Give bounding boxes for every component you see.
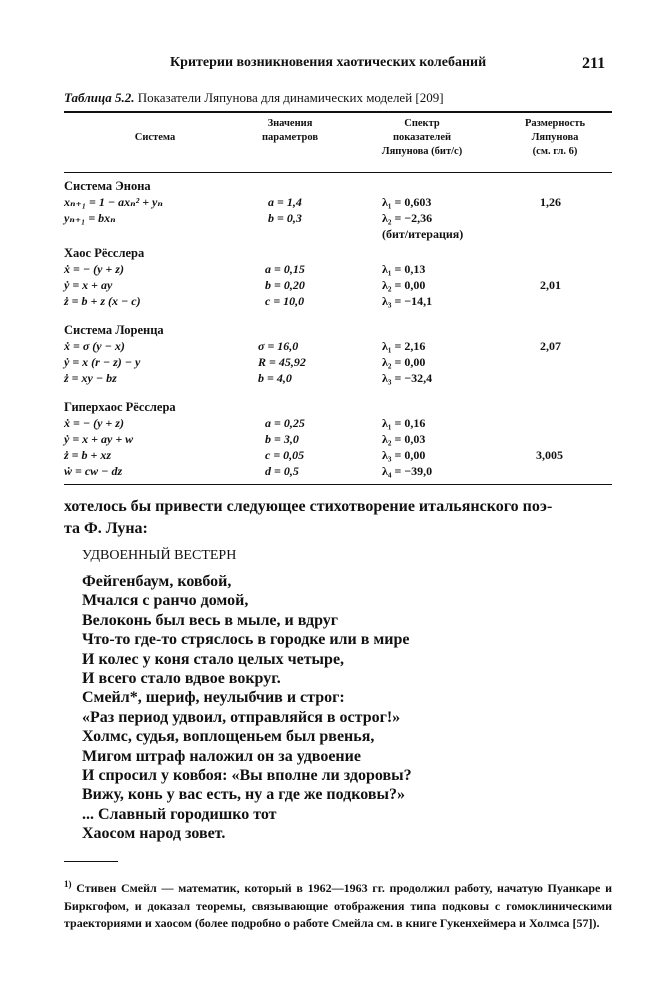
dimension-lorenz: 2,07 — [540, 339, 561, 353]
poem-line: Вижу, конь у вас есть, ну а где же подковы?» — [82, 786, 406, 804]
poem-line: Мчался с ранчо домой, — [82, 592, 249, 610]
system-henon — [64, 178, 163, 226]
table-caption — [64, 90, 444, 106]
poem — [82, 572, 412, 844]
poem-line: ... Славный городишко тот — [82, 805, 277, 823]
params-henon — [268, 194, 302, 226]
poem-line: Холмс, судья, воплощеньем был рвенья, — [82, 728, 375, 746]
equation: ẏ = x + ay — [64, 278, 113, 292]
table-header-rule — [64, 172, 612, 173]
body-paragraph — [64, 496, 612, 540]
dimension-rossler: 2,01 — [540, 278, 561, 292]
lyapunov-exponent: λ₃ = 0,00 — [382, 448, 426, 462]
lyapunov-exponent: λ₂ = −2,36 — [382, 211, 433, 225]
system-name: Гиперхаос Рёсслера — [64, 400, 176, 414]
equation: ẋ = − (y + z) — [64, 416, 124, 430]
system-name: Система Энона — [64, 179, 151, 193]
lyapunov-exponent: λ₁ = 2,16 — [382, 339, 426, 353]
params-lorenz — [258, 338, 306, 386]
poem-line: Хаосом народ зовет. — [82, 825, 226, 843]
spectrum-hyperchaos — [382, 415, 432, 479]
spectrum-lorenz — [382, 338, 432, 386]
col-header-line: Система — [134, 132, 176, 143]
system-name: Хаос Рёсслера — [64, 246, 145, 260]
col-header-system — [105, 131, 205, 145]
param: b = 4,0 — [258, 371, 292, 385]
equation: xₙ₊₁ = 1 − axₙ² + yₙ — [64, 195, 163, 209]
lyapunov-exponent: λ₂ = 0,00 — [382, 355, 426, 369]
col-header-dimension — [505, 117, 605, 159]
param: a = 1,4 — [268, 195, 302, 209]
poem-line: И колес у коня стало целых четыре, — [82, 650, 345, 668]
equation: ẋ = − (y + z) — [64, 262, 124, 276]
param: c = 0,05 — [265, 448, 305, 462]
poem-line: Мигом штраф наложил он за удвоение — [82, 747, 361, 765]
col-header-line: Ляпунова — [531, 132, 579, 143]
caption-text: Показатели Ляпунова для динамических моделей [209] — [137, 90, 444, 105]
paragraph-line: хотелось бы привести следующее стихотворение итальянского поэ- — [64, 498, 553, 515]
poem-line: И спросил у ковбоя: «Вы вполне ли здоровы? — [82, 767, 412, 785]
spectrum-rossler — [382, 261, 432, 309]
footnote-marker: 1) — [64, 879, 72, 889]
poem-line: Фейгенбаум, ковбой, — [82, 573, 232, 590]
lyapunov-exponent: λ₂ = 0,00 — [382, 278, 426, 292]
paragraph-line: та Ф. Луна: — [64, 520, 148, 537]
equation: ẏ = x + ay + w — [64, 432, 134, 446]
system-rossler — [64, 245, 144, 309]
param: a = 0,25 — [265, 416, 305, 430]
poem-line: Смейл*, шериф, неулыбчив и строг: — [82, 689, 345, 707]
poem-line: «Раз период удвоил, отправляйся в острог!» — [82, 708, 401, 726]
col-header-line: параметров — [262, 132, 318, 143]
dimension-hyperchaos: 3,005 — [536, 448, 563, 462]
footnote-rule — [64, 861, 118, 862]
lyapunov-exponent: λ₁ = 0,13 — [382, 262, 426, 276]
col-header-line: Спектр — [404, 118, 440, 129]
system-lorenz — [64, 322, 164, 386]
param: c = 10,0 — [265, 294, 305, 308]
col-header-line: (см. гл. 6) — [532, 146, 578, 157]
equation: ż = xy − bz — [64, 371, 117, 385]
param: b = 3,0 — [265, 432, 299, 446]
param: d = 0,5 — [265, 464, 299, 478]
equation: ż = b + z (x − c) — [64, 294, 141, 308]
spectrum-unit: (бит/итерация) — [382, 227, 464, 241]
col-header-line: Размерность — [524, 118, 586, 129]
system-name: Система Лоренца — [64, 323, 164, 337]
table-top-rule — [64, 111, 612, 113]
poem-title: УДВОЕННЫЙ ВЕСТЕРН — [82, 548, 237, 563]
param: a = 0,15 — [265, 262, 305, 276]
lyapunov-exponent: λ₃ = −14,1 — [382, 294, 433, 308]
lyapunov-exponent: λ₄ = −39,0 — [382, 464, 433, 478]
param: R = 45,92 — [258, 355, 306, 369]
param: b = 0,3 — [268, 211, 302, 225]
equation: ż = b + xz — [64, 448, 112, 462]
running-title: Критерии возникновения хаотических колебаний — [170, 55, 487, 70]
params-hyperchaos — [265, 415, 305, 479]
poem-line: Велоконь был весь в мыле, и вдруг — [82, 611, 339, 629]
footnote-text: Стивен Смейл — математик, который в 1962—1963 гг. продолжил работу, начатую Пуанкаре и Биркгофом, и доказал теоремы, связывающие отображения типа подковы с гомоклиническими траекториями и хаосом (более подробно о работе Смейла см. в книге Гукенхеймера и Холмса [57]). — [64, 881, 613, 930]
col-header-line: Ляпунова (бит/с) — [381, 146, 463, 157]
equation: yₙ₊₁ = bxₙ — [64, 211, 116, 225]
col-header-line: показателей — [392, 132, 452, 143]
equation: ẏ = x (r − z) − y — [64, 355, 141, 369]
system-hyperchaos — [64, 399, 176, 479]
equation: ẋ = σ (y − x) — [64, 339, 125, 353]
lyapunov-exponent: λ₁ = 0,603 — [382, 195, 432, 209]
col-header-params — [235, 117, 345, 145]
equation: ẇ = cw − dz — [64, 464, 123, 478]
lyapunov-exponent: λ₂ = 0,03 — [382, 432, 426, 446]
col-header-spectrum — [362, 117, 482, 159]
footnote — [64, 876, 612, 933]
poem-line: Что-то где-то стряслось в городке или в мире — [82, 631, 410, 649]
poem-line: И всего стало вдвое вокруг. — [82, 670, 281, 688]
lyapunov-exponent: λ₃ = −32,4 — [382, 371, 433, 385]
dimension-henon: 1,26 — [540, 195, 561, 209]
table-bottom-rule — [64, 484, 612, 485]
spectrum-henon — [382, 194, 463, 242]
col-header-line: Значения — [267, 118, 313, 129]
lyapunov-exponent: λ₁ = 0,16 — [382, 416, 426, 430]
param: σ = 16,0 — [258, 339, 299, 353]
param: b = 0,20 — [265, 278, 305, 292]
params-rossler — [265, 261, 305, 309]
caption-label: Таблица 5.2. — [64, 90, 135, 105]
page-number: 211 — [582, 55, 606, 72]
